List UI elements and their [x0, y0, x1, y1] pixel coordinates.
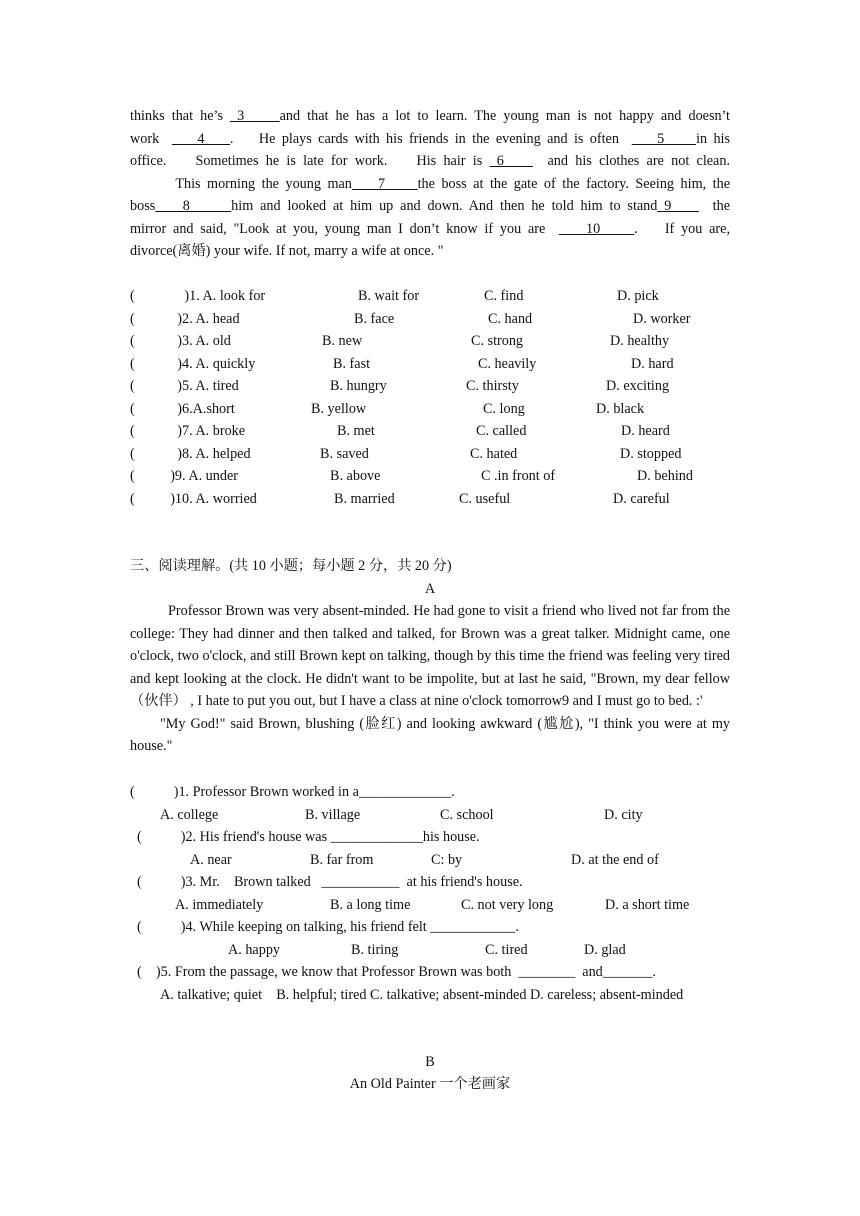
cloze-line — [130, 218, 730, 241]
cloze-text: the — [698, 198, 730, 214]
cloze-question-option-b: B. face — [354, 310, 395, 327]
cloze-text: office. Sometimes he is late for work. His hair is — [130, 153, 490, 169]
reading-option: C. tired — [485, 941, 528, 958]
cloze-question-option-c: C. hated — [470, 445, 518, 462]
question-text: ( )3. Mr. Brown talked — [137, 874, 322, 890]
cloze-text: boss — [130, 198, 156, 214]
cloze-text: mirror and said, "Look at you, young man I don’t know if you are — [130, 221, 559, 237]
answer-blank: 6 — [489, 153, 533, 169]
question-text: ( )5. From the passage, we know that Professor Brown was both — [137, 964, 519, 980]
cloze-text: . He plays cards with his friends in the evening and is often — [229, 131, 632, 147]
cloze-line — [130, 105, 730, 128]
answer-blank: 7 — [351, 176, 418, 192]
cloze-question-option-d: D. heard — [621, 423, 670, 439]
cloze-text: him and looked at him up and down. And then he told him to stand — [231, 198, 658, 214]
reading-option: D. a short time — [605, 896, 690, 913]
cloze-line — [130, 195, 730, 218]
reading-option: B. village — [305, 806, 361, 823]
reading-question-stem — [137, 871, 523, 894]
cloze-question-option-d: D. black — [596, 400, 645, 417]
reading-option: D. glad — [584, 941, 626, 958]
cloze-question-option-b: B. married — [334, 490, 395, 507]
cloze-question-option-b: B. above — [330, 468, 381, 484]
cloze-text: divorce(离婚) your wife. If not, marry a wife at once. " — [130, 243, 444, 259]
reading-question-stem — [137, 826, 480, 849]
question-text: his house. — [422, 829, 480, 845]
cloze-line — [130, 150, 730, 173]
question-text: ( )4. While keeping on talking, his friend felt — [137, 919, 431, 935]
question-text: and_______. — [575, 964, 656, 980]
cloze-question-option-d: D. hard — [631, 355, 674, 372]
cloze-question-option-c: C. thirsty — [466, 378, 519, 394]
cloze-question-option-b: B. wait for — [358, 288, 420, 304]
reading-option: D. at the end of — [571, 851, 659, 868]
cloze-question-option-a: ( )1. A. look for — [130, 288, 266, 304]
cloze-question-option-c: C. long — [483, 400, 525, 417]
cloze-line — [130, 240, 730, 263]
reading-option: A. near — [190, 851, 232, 868]
answer-blank: _____________ — [330, 829, 423, 845]
answer-blank: 4 — [171, 131, 230, 147]
answer-blank: 8 — [155, 198, 232, 214]
question-text: ( )1. Professor Brown worked in a — [130, 784, 359, 800]
reading-question-stem — [137, 916, 519, 939]
cloze-text: thinks that he’s — [130, 108, 231, 124]
cloze-question-option-a: ( )6.A.short — [130, 400, 235, 417]
answer-blank: _____________ — [358, 784, 452, 800]
cloze-question-option-d: D. pick — [617, 288, 659, 304]
cloze-question-option-c: C. called — [476, 423, 527, 439]
question-text: . — [451, 784, 455, 800]
cloze-question-option-a: ( )7. A. broke — [130, 423, 246, 439]
cloze-question-option-c: C. strong — [471, 333, 524, 349]
cloze-text: This morning the young man — [130, 176, 352, 192]
reading-option: C. not very long — [461, 896, 554, 913]
cloze-question-option-c: C. heavily — [478, 355, 537, 372]
cloze-question-option-a: ( )5. A. tired — [130, 378, 239, 394]
answer-blank: ________ — [518, 964, 576, 980]
cloze-question-option-a: ( )9. A. under — [130, 468, 238, 484]
passage-a-paragraph-2: "My God!" said Brown, blushing (脸红) and looking awkward (尴尬), "I think you were at my house." — [130, 715, 730, 754]
cloze-question-option-c: C. find — [484, 288, 524, 304]
answer-blank: ___________ — [321, 874, 400, 890]
passage-a-paragraph-1: Professor Brown was very absent-minded. He had gone to visit a friend who lived not far from the college: They had dinner and then talked and talked, for Brown was a great talker. Midnight came, one o'clock, two o'clock, and still Brown kept on talking, though by this time the friend was feeling very tired and kept looking at the clock. He didn't want to be impolite, but at last he said, "Brown, my dear fellow（伙伴） , I hate to put you out, but I have a class at nine o'clock tomorrow9 and I must go to bed. :' — [130, 603, 730, 709]
section-title: 三、阅读理解。(共 10 小题；每小题 2 分，共 20 分) — [130, 558, 452, 574]
reading-option: B. a long time — [330, 896, 411, 913]
passage-b-label: B — [425, 1054, 435, 1070]
cloze-question-option-b: B. met — [337, 423, 375, 439]
reading-option: D. city — [604, 806, 643, 823]
passage-b-title: An Old Painter 一个老画家 — [349, 1076, 511, 1092]
cloze-text: in his — [696, 131, 731, 147]
cloze-question-option-b: B. saved — [320, 445, 369, 462]
cloze-question-option-d: D. behind — [637, 468, 693, 484]
reading-question-stem — [137, 961, 656, 984]
cloze-line — [130, 173, 730, 196]
answer-blank: 5 — [631, 131, 697, 147]
cloze-question-option-d: D. exciting — [606, 378, 670, 394]
reading-option: B. far from — [310, 851, 374, 868]
cloze-question-option-c: C. useful — [459, 490, 511, 507]
cloze-question-option-d: D. healthy — [610, 333, 670, 349]
passage-a-label: A — [424, 581, 436, 597]
cloze-text: . If you are, — [634, 221, 731, 237]
cloze-text: and that he has a lot to learn. The young man is not happy and doesn’t — [279, 108, 730, 124]
cloze-question-option-c: C. hand — [488, 310, 533, 327]
passage-a — [130, 600, 730, 758]
cloze-question-option-a: ( )3. A. old — [130, 333, 231, 349]
answer-blank: ____________ — [430, 919, 516, 935]
cloze-question-option-d: D. stopped — [620, 445, 682, 462]
reading-option: A. talkative; quiet B. helpful; tired C. talkative; absent-minded D. careless; absent-minded — [160, 986, 684, 1003]
cloze-question-option-a: ( )8. A. helped — [130, 445, 251, 462]
cloze-question-option-b: B. fast — [333, 355, 371, 372]
question-text: ( )2. His friend's house was — [137, 829, 331, 845]
cloze-question-option-a: ( )4. A. quickly — [130, 355, 256, 372]
cloze-question-option-b: B. yellow — [311, 400, 367, 417]
cloze-question-option-a: ( )2. A. head — [130, 310, 240, 327]
reading-option: B. tiring — [351, 941, 399, 958]
question-text: . — [515, 919, 519, 935]
cloze-question-option-d: D. careful — [613, 490, 670, 507]
answer-blank: 9 — [657, 198, 699, 214]
answer-blank: 10 — [558, 221, 635, 237]
answer-blank: 3 — [230, 108, 280, 124]
cloze-line — [130, 128, 730, 151]
cloze-question-option-b: B. new — [322, 333, 363, 349]
cloze-question-option-c: C .in front of — [481, 468, 556, 484]
cloze-question-option-b: B. hungry — [330, 378, 387, 394]
cloze-question-option-a: ( )10. A. worried — [130, 490, 257, 507]
cloze-text: work — [130, 131, 172, 147]
reading-option: A. immediately — [175, 896, 264, 913]
reading-question-stem — [130, 781, 455, 804]
reading-option: A. happy — [228, 941, 281, 958]
reading-option: A. college — [160, 806, 219, 823]
cloze-question-option-d: D. worker — [633, 310, 691, 327]
cloze-text: and his clothes are not clean. — [532, 153, 730, 169]
question-text: at his friend's house. — [399, 874, 523, 890]
cloze-text: the boss at the gate of the factory. Seeing him, the — [417, 176, 731, 192]
reading-option: C. school — [440, 806, 494, 823]
reading-option: C: by — [431, 851, 463, 868]
